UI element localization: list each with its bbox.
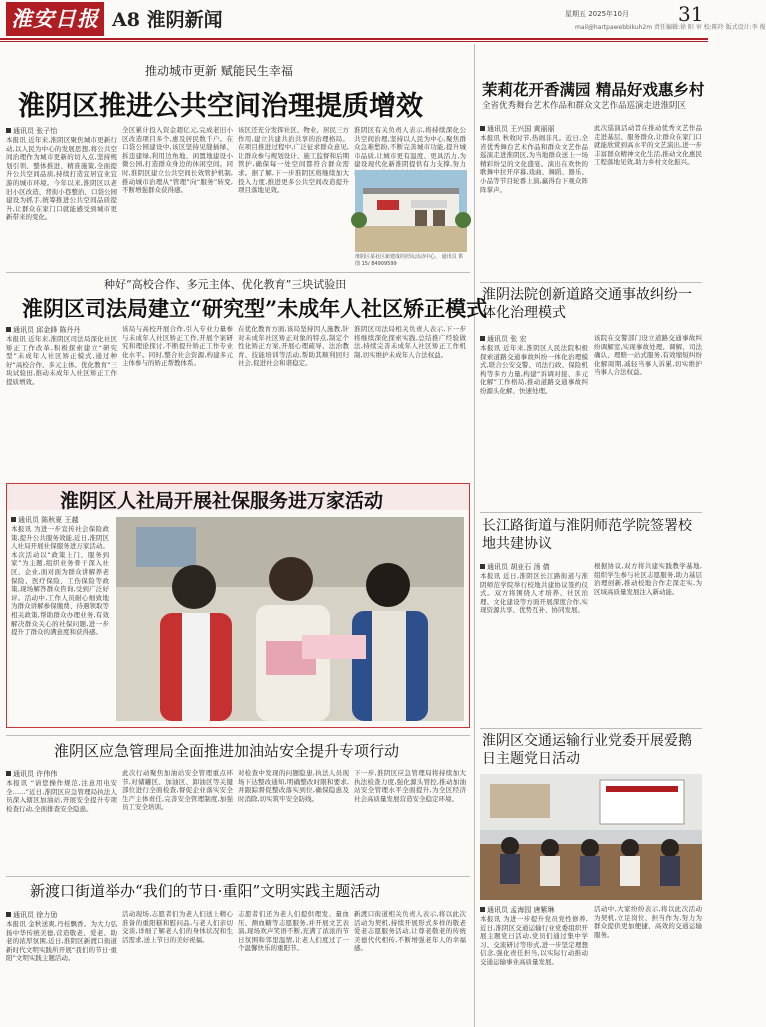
a1-col1: 本报讯 近年来,淮阴区聚焦城市更新行动,以人民为中心的发展思想,将公共空间治理作为城市更新的切入点,坚持规划引领、整体推进、精准施策,全面提升公共空间品质,持续打造宜居宜业宜游的城市环境。今年以来,淮阴区以老旧小区改造、背街小巷整治、口袋公园建设为抓手,统筹推进公共空间品质提升,让群众在家门口就能感受到城市更新带来的变化。 (6, 136, 117, 222)
a2-col2: 该局与高校开展合作,引入专业力量参与未成年人社区矫正工作,开展个案研究和理论探讨,不断提升矫正工作专业化水平。同时,整合社会资源,构建多元主体参与的矫正帮教体系。 (122, 325, 233, 368)
newspaper-logo: 淮安日报 (6, 2, 104, 36)
a1-headline: 淮阴区推进公共空间治理提质增效 (18, 91, 423, 122)
a5-col1: 本报讯 金秋送爽,丹桂飘香。为大力弘扬中华传统美德,营造敬老、爱老、助老的浓厚氛围,近日,淮阴区新渡口街道新时代文明实践所开展“我们的节日·重阳”文明实践主题活动。 (6, 920, 117, 963)
r4-col1: 本报讯 为进一步提升党员党性修养,近日,淮阴区交通运输行业党委组织开展主题党日活动,党员们通过集中学习、交流研讨等形式,进一步坚定理想信念,强化责任担当,以实际行动推动交通运输事业高质量发展。 (480, 915, 588, 966)
editor-meta: mail@hartpawebbikuh2m 责任编辑:徐 阳 审 校:陈玲 版式设计:李 俊 (575, 24, 766, 31)
date-line: 星期五 2025年10月 (565, 10, 629, 18)
a1-kicker: 推动城市更新 赋能民生幸福 (145, 64, 293, 78)
a3-photo (116, 517, 464, 721)
r1-subhead: 全省优秀舞台艺术作品和群众文艺作品巡演走进淮阴区 (482, 101, 687, 111)
a1-col4: 淮阴区有关负责人表示,将持续深化公共空间治理,坚持以人民为中心,聚焦群众急难愁盼,不断完善城市功能,提升城市品质,让城市更有温度、更具活力,为建设现代化新淮阴提供有力支撑,努力 (354, 126, 466, 169)
a4-headline: 淮阴区应急管理局全面推进加油站安全提升专项行动 (54, 742, 400, 760)
section-rule (480, 512, 702, 513)
a4-col3: 对检查中发现的问题隐患,执法人员现场下达整改通知,明确整改时限和要求,并跟踪督促整改落实到位,确保隐患及时消除,切实筑牢安全防线。 (238, 769, 349, 803)
a5-byline: 通讯员 徐力劢 (6, 910, 57, 920)
r4-headline: 淮阴区交通运输行业党委开展爱鹅日主题党日活动 (482, 733, 692, 767)
a1-byline: 通讯员 张子怡 (6, 126, 57, 136)
a3-col1: 本报讯 为进一步宣传社会保险政策,提升公共服务效能,近日,淮阴区人社局开展社保服务进万家活动。本次活动以“政策上门、服务到家”为主题,组织业务骨干深入社区、企业,面对面为群众讲解养老保险、医疗保险、工伤保险等政策,现场解答群众咨询,受到广泛好评。活动中,工作人员耐心细致地为群众讲解参保缴费、待遇领取等相关政策,帮助群众办理业务,有效解决群众关心的社保问题,进一步提升了群众的满意度和获得感。 (11, 525, 109, 637)
a4-col1: 本报讯 “请您操作规范,注意用电安全……”近日,淮阴区应急管理局执法人员深入辖区加油站,开展安全提升专项检查行动,全面排查安全隐患。 (6, 779, 117, 813)
a4-byline: 通讯员 许伟伟 (6, 769, 57, 779)
section-rule (6, 272, 470, 273)
r2-headline-line1: 淮阴法院创新道路交通事故纠纷一体化治理模式 (482, 287, 692, 321)
a2-col4: 淮阴区司法局相关负责人表示,下一步将继续深化探索实践,总结推广经验做法,持续完善未成年人社区矫正工作机制,切实维护未成年人合法权益。 (354, 325, 466, 359)
r3-col1: 本报讯 近日,淮阴区长江路街道与淮阴师范学院举行校地共建协议签约仪式。双方将围绕人才培养、社区治理、文化建设等方面开展深度合作,实现资源共享、优势互补、协同发展。 (480, 572, 588, 615)
r1-col1: 本报讯 秋收时节,热闹非凡。近日,全省优秀舞台艺术作品和群众文艺作品巡演走进淮阴区,为当地群众送上一场精彩纷呈的文化盛宴。演出在欢快的歌舞中拉开序幕,戏曲、舞蹈、器乐、小品等节目轮番上演,赢得台下观众阵阵掌声。 (480, 134, 588, 194)
masthead-rule (0, 38, 708, 40)
r3-headline: 长江路街道与淮阴师范学院签署校地共建协议 (482, 518, 692, 552)
a4-col4: 下一步,淮阴区应急管理局将持续加大执法检查力度,强化源头管控,推动加油站安全管理水平全面提升,为全区经济社会高质量发展营造安全稳定环境。 (354, 769, 466, 803)
masthead-rule-thin (0, 41, 708, 42)
r2-byline: 通讯员 张 宏 (480, 334, 526, 344)
r1-headline: 茉莉花开香满园 精品好戏惠乡村 (482, 80, 705, 99)
a2-headline: 淮阴区司法局建立“研究型”未成年人社区矫正模式 (22, 296, 488, 321)
section-rule (6, 876, 470, 877)
r2-col2: 该院在交警部门设立道路交通事故纠纷调解室,实现事故处理、调解、司法确认、理赔一站式服务,有效缩短纠纷化解周期,减轻当事人诉累,切实维护当事人合法权益。 (594, 334, 702, 377)
a5-col4: 新渡口街道相关负责人表示,将以此次活动为契机,持续开展形式多样的敬老爱老志愿服务活动,让尊老敬老的传统美德代代相传,不断增强老年人的幸福感。 (354, 910, 466, 953)
a1-col3: 该区还充分发挥社区、物业、居民三方作用,建立共建共治共享的治理格局。在项目推进过程中,广泛征求群众意见,让群众参与规划设计、施工监督和后期管护,确保每一处空间都符合群众需求。据了解,下一步淮阴区将继续加大投入力度,推进更多公共空间改造提升项目落地见效。 (238, 126, 349, 195)
r3-col2: 根据协议,双方将共建实践教学基地,组织学生参与社区志愿服务,助力基层治理创新,推动校地合作走深走实,为区域高质量发展注入新动能。 (594, 562, 702, 596)
r4-byline: 通讯员 孟海园 唐紫琳 (480, 905, 554, 915)
a3-byline: 通讯员 陈秋夏 王越 (11, 515, 78, 525)
a4-col2: 此次行动聚焦加油站安全管理重点环节,对储罐区、加油区、卸油区等关键部位进行全面检查,督促企业落实安全生产主体责任,完善安全管理制度,加强员工安全培训。 (122, 769, 233, 812)
a5-col3: 志愿者们还为老人们提供理发、量血压、测血糖等志愿服务,并开展文艺表演,现场欢声笑语不断,充满了浓浓的节日氛围和邻里温情,让老人们度过了一个温馨快乐的重阳节。 (238, 910, 349, 953)
r3-byline: 通讯员 胡业石 汤 倩 (480, 562, 550, 572)
a1-photo-caption: 淮阴区某社区新建成的居民活动中心。 通讯员 供图 15/ 84909599 (355, 254, 464, 267)
r4-photo (480, 774, 702, 900)
a3-headline: 淮阴区人社局开展社保服务进万家活动 (60, 490, 384, 512)
section-rule (480, 282, 702, 283)
a2-col1: 本报讯 近年来,淮阴区司法局深化社区矫正工作改革,积极探索建立“研究型”未成年人社区矫正模式,通过种好“高校合作、多元主体、优化教育”三块试验田,推动未成年人社区矫正工作提质增效。 (6, 335, 117, 386)
column-divider (474, 44, 475, 1027)
a2-kicker: 种好“高校合作、多元主体、优化教育”三块试验田 (104, 278, 347, 291)
a1-col2: 全区累计投入资金超亿元,完成老旧小区改造项目多个,惠及居民数千户。在口袋公园建设中,该区坚持见缝插绿、拆违建绿,利用边角地、闲置地建设小微公园,打造群众身边的休闲空间。同时,淮阴区建立公共空间长效管护机制,推动城市治理从“管理”向“服务”转变,不断增强群众获得感。 (122, 126, 233, 195)
section-rule (480, 728, 702, 729)
a2-col3: 在优化教育方面,该局坚持因人施教,针对未成年社区矫正对象的特点,制定个性化矫正方案,开展心理疏导、法治教育、技能培训等活动,帮助其顺利回归社会,促进社会和谐稳定。 (238, 325, 349, 368)
a5-col2: 活动现场,志愿者们为老人们送上精心准备的重阳糕和慰问品,与老人们亲切交谈,详细了解老人们的身体状况和生活需求,送上节日的美好祝福。 (122, 910, 233, 944)
r2-col1: 本报讯 近年来,淮阴区人民法院积极探索道路交通事故纠纷一体化治理模式,联合公安交警、司法行政、保险机构等多方力量,构建“诉调对接、多元化解”工作格局,推动道路交通事故纠纷源头化解、快速处理。 (480, 344, 588, 395)
a2-byline: 通讯员 邱金鋒 陈丹丹 (6, 325, 80, 335)
r1-col2: 此次巡演活动旨在推动优秀文艺作品走进基层、服务群众,让群众在家门口就能欣赏到高水平的文艺演出,进一步丰富群众精神文化生活,推动文化惠民工程落地见效,助力乡村文化振兴。 (594, 124, 702, 167)
a5-headline: 新渡口街道举办“我们的节日·重阳”文明实践主题活动 (30, 882, 381, 900)
page-number: 31 (678, 2, 704, 26)
r1-byline: 通讯员 王兴国 黄丽丽 (480, 124, 554, 134)
a1-photo (355, 170, 467, 252)
page-section-title: A8 淮阴新闻 (112, 9, 223, 31)
r4-col2: 活动中,大家纷纷表示,将以此次活动为契机,立足岗位、担当作为,努力为群众提供更加便捷、高效的交通运输服务。 (594, 905, 702, 939)
section-rule (6, 735, 470, 736)
